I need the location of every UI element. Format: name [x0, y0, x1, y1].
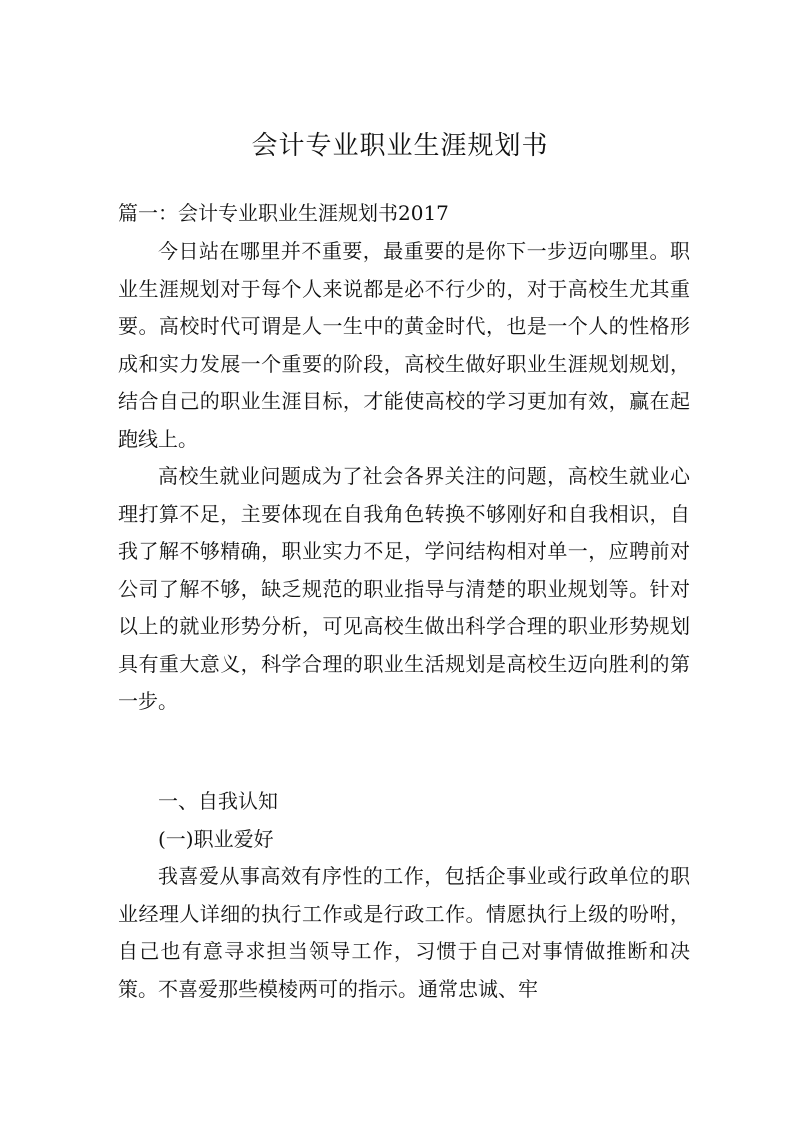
paragraph-3: 我喜爱从事高效有序性的工作，包括企事业或行政单位的职业经理人详细的执行工作或是行政工作。情愿执行上级的吩咐，自己也有意寻求担当领导工作，习惯于自己对事情做推断和决策。不喜爱那些模棱两可的指示。通常忠诚、牢 — [118, 864, 690, 1001]
body-block-2 — [118, 783, 690, 1008]
document-title: 会计专业职业生涯规划书 — [251, 131, 549, 161]
subheading-self-awareness: 一、自我认知 — [158, 789, 278, 813]
paragraph-1: 今日站在哪里并不重要，最重要的是你下一步迈向哪里。职业生涯规划对于每个人来说都是必不行少的，对于高校生尤其重要。高校时代可谓是人一生中的黄金时代，也是一个人的性格形成和实力发展一个重要的阶段，高校生做好职业生涯规划规划，结合自己的职业生涯目标，才能使高校的学习更加有效，赢在起跑线上。 — [118, 239, 690, 451]
section-heading: 篇一：会计专业职业生涯规划书2017 — [118, 201, 449, 225]
subheading-career-interest: (一)职业爱好 — [158, 826, 274, 851]
paragraph-2: 高校生就业问题成为了社会各界关注的问题，高校生就业心理打算不足，主要体现在自我角色转换不够刚好和自我相识，自我了解不够精确，职业实力不足，学问结构相对单一，应聘前对公司了解不够，缺乏规范的职业指导与清楚的职业规划等。针对以上的就业形势分析，可见高校生做出科学合理的职业形势规划具有重大意义，科学合理的职业生活规划是高校生迈向胜利的第一步。 — [118, 464, 690, 713]
body-block-1 — [118, 233, 690, 721]
